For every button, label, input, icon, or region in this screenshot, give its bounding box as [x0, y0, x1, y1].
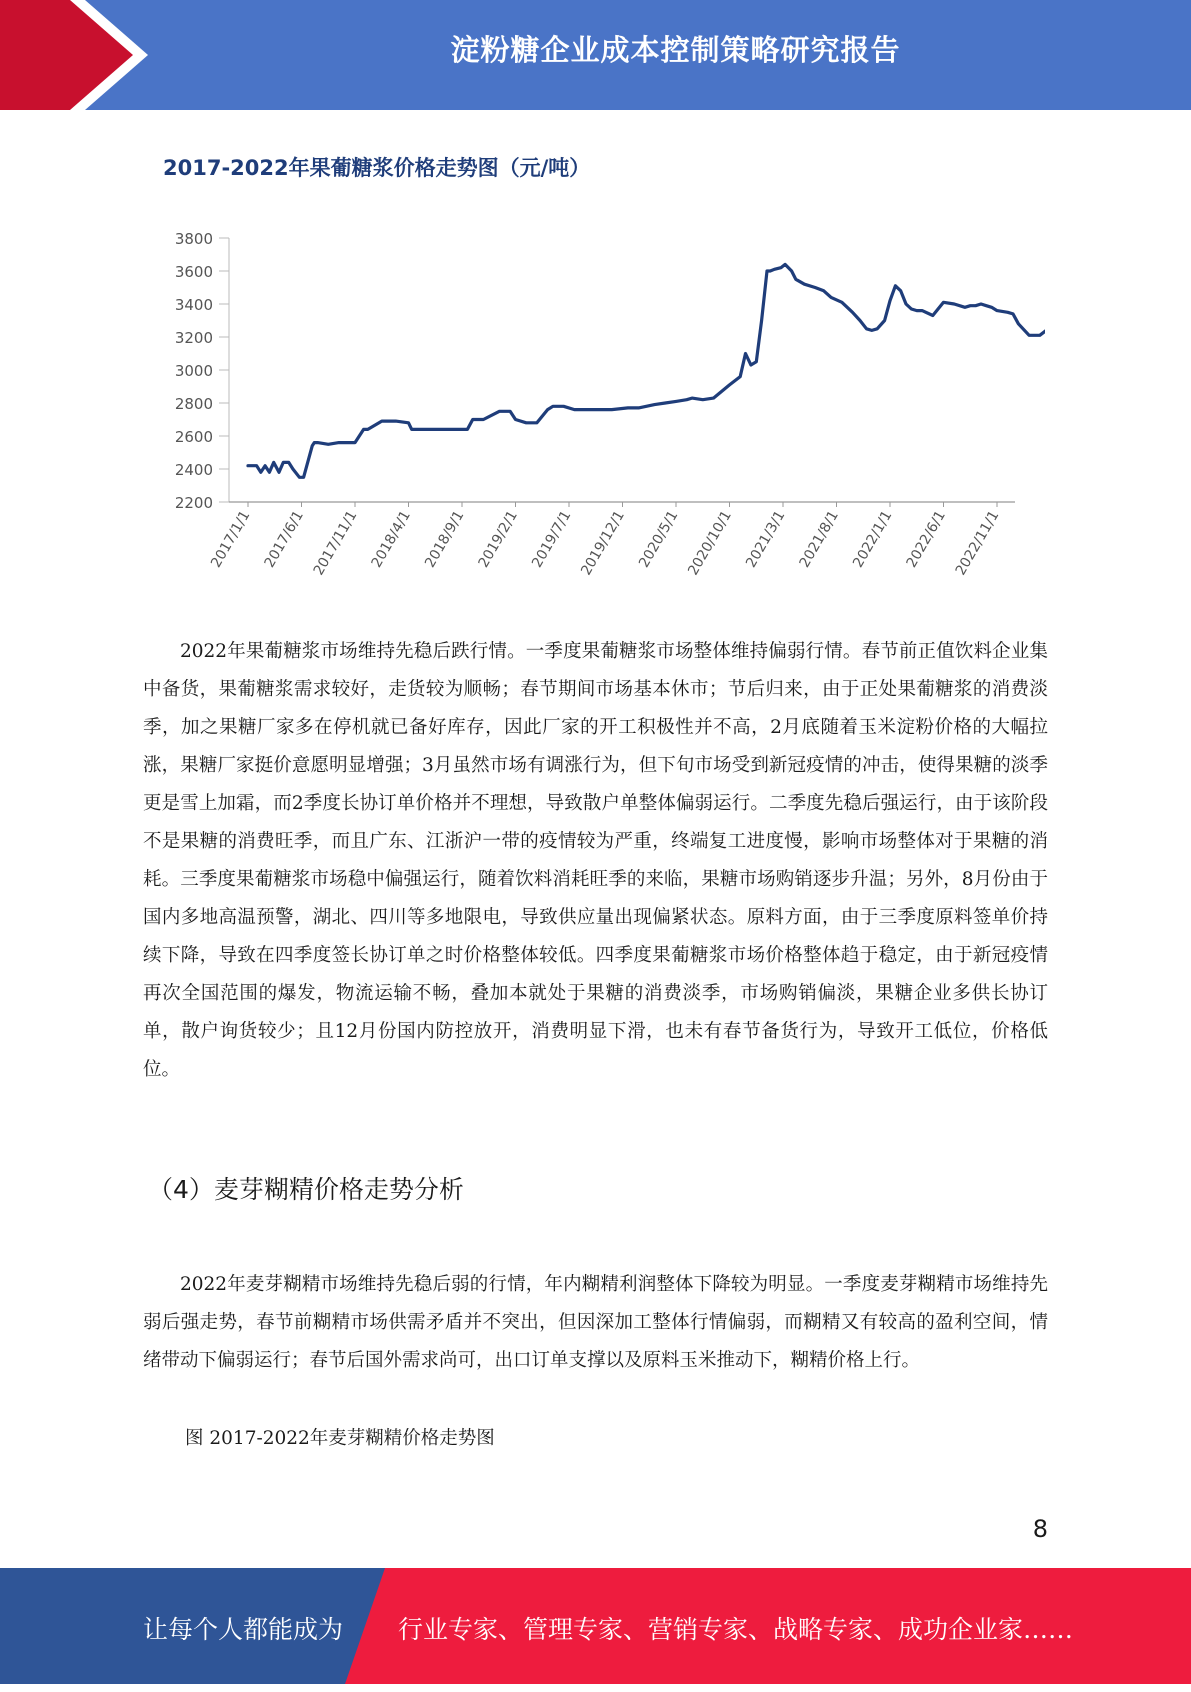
x-tick-label: 2017/6/1: [261, 508, 307, 571]
footer-slogan-left: 让每个人都能成为: [143, 1615, 344, 1644]
y-tick-label: 3200: [174, 329, 213, 347]
x-tick-label: 2018/4/1: [368, 508, 414, 571]
y-tick-label: 3000: [174, 362, 213, 380]
page-footer: [0, 1568, 1191, 1684]
paragraph-maltodextrin-market: 2022年麦芽糊精市场维持先稳后弱的行情，年内糊精利润整体下降较为明显。一季度麦芽糊精市场维持先弱后强走势，春节前糊精市场供需矛盾并不突出，但因深加工整体行情偏弱，而糊精又有较高的盈利空间，情绪带动下偏弱运行；春节后国外需求尚可，出口订单支撑以及原料玉米推动下，糊精价格上行。: [143, 1274, 1048, 1371]
x-tick-label: 2018/9/1: [422, 508, 468, 571]
y-tick-label: 3800: [174, 230, 213, 248]
figure-caption: 图 2017-2022年麦芽糊精价格走势图: [185, 1428, 495, 1449]
y-tick-label: 2400: [174, 461, 213, 479]
y-tick-label: 3400: [174, 296, 213, 314]
x-tick-label: 2017/11/1: [310, 508, 361, 579]
syrup-price-chart: [145, 145, 1045, 625]
x-tick-label: 2019/12/1: [578, 508, 628, 579]
y-tick-label: 3600: [174, 263, 213, 281]
y-tick-label: 2600: [174, 428, 213, 446]
chart-svg: [145, 145, 1045, 625]
header-arrow-icon: [0, 0, 160, 110]
x-tick-label: 2020/5/1: [636, 508, 682, 571]
x-tick-label: 2020/10/1: [685, 508, 735, 579]
x-tick-label: 2022/6/1: [903, 508, 949, 571]
section-heading-maltodextrin: （4）麦芽糊精价格走势分析: [148, 1175, 464, 1204]
x-tick-label: 2022/11/1: [952, 508, 1003, 579]
x-tick-label: 2022/1/1: [850, 508, 896, 571]
x-tick-label: 2019/7/1: [529, 508, 575, 571]
series-line-0: [248, 264, 1045, 477]
x-tick-label: 2021/3/1: [743, 508, 789, 571]
x-tick-label: 2017/1/1: [208, 508, 254, 571]
x-tick-label: 2019/2/1: [475, 508, 521, 571]
report-title: 淀粉糖企业成本控制策略研究报告: [450, 33, 901, 67]
page-header: [0, 0, 1191, 110]
y-tick-label: 2800: [174, 395, 213, 413]
x-tick-label: 2021/8/1: [796, 508, 842, 571]
footer-slogan-right: 行业专家、管理专家、营销专家、战略专家、成功企业家……: [398, 1615, 1074, 1644]
chart-title: 2017-2022年果葡糖浆价格走势图（元/吨）: [163, 156, 591, 180]
page-number: 8: [1032, 1515, 1048, 1543]
paragraph-syrup-market: 2022年果葡糖浆市场维持先稳后跌行情。一季度果葡糖浆市场整体维持偏弱行情。春节前正值饮料企业集中备货，果葡糖浆需求较好，走货较为顺畅；春节期间市场基本休市；节后归来，由于正处果葡糖浆的消费淡季，加之果糖厂家多在停机就已备好库存，因此厂家的开工积极性并不高，2月底随着玉米淀粉价格的大幅拉涨，果糖厂家挺价意愿明显增强；3月虽然市场有调涨行为，但下旬市场受到新冠疫情的冲击，使得果糖的淡季更是雪上加霜，而2季度长协订单价格并不理想，导致散户单整体偏弱运行。二季度先稳后强运行，由于该阶段不是果糖的消费旺季，而且广东、江浙沪一带的疫情较为严重，终端复工进度慢，影响市场整体对于果糖的消耗。三季度果葡糖浆市场稳中偏强运行，随着饮料消耗旺季的来临，果糖市场购销逐步升温；另外，8月份由于国内多地高温预警，湖北、四川等多地限电，导致供应量出现偏紧状态。原料方面，由于三季度原料签单价持续下降，导致在四季度签长协订单之时价格整体较低。四季度果葡糖浆市场价格整体趋于稳定，由于新冠疫情再次全国范围的爆发，物流运输不畅，叠加本就处于果糖的消费淡季，市场购销偏淡，果糖企业多供长协订单，散户询货较少；且12月份国内防控放开，消费明显下滑，也未有春节备货行为，导致开工低位，价格低位。: [143, 641, 1048, 1080]
y-tick-label: 2200: [174, 494, 213, 512]
